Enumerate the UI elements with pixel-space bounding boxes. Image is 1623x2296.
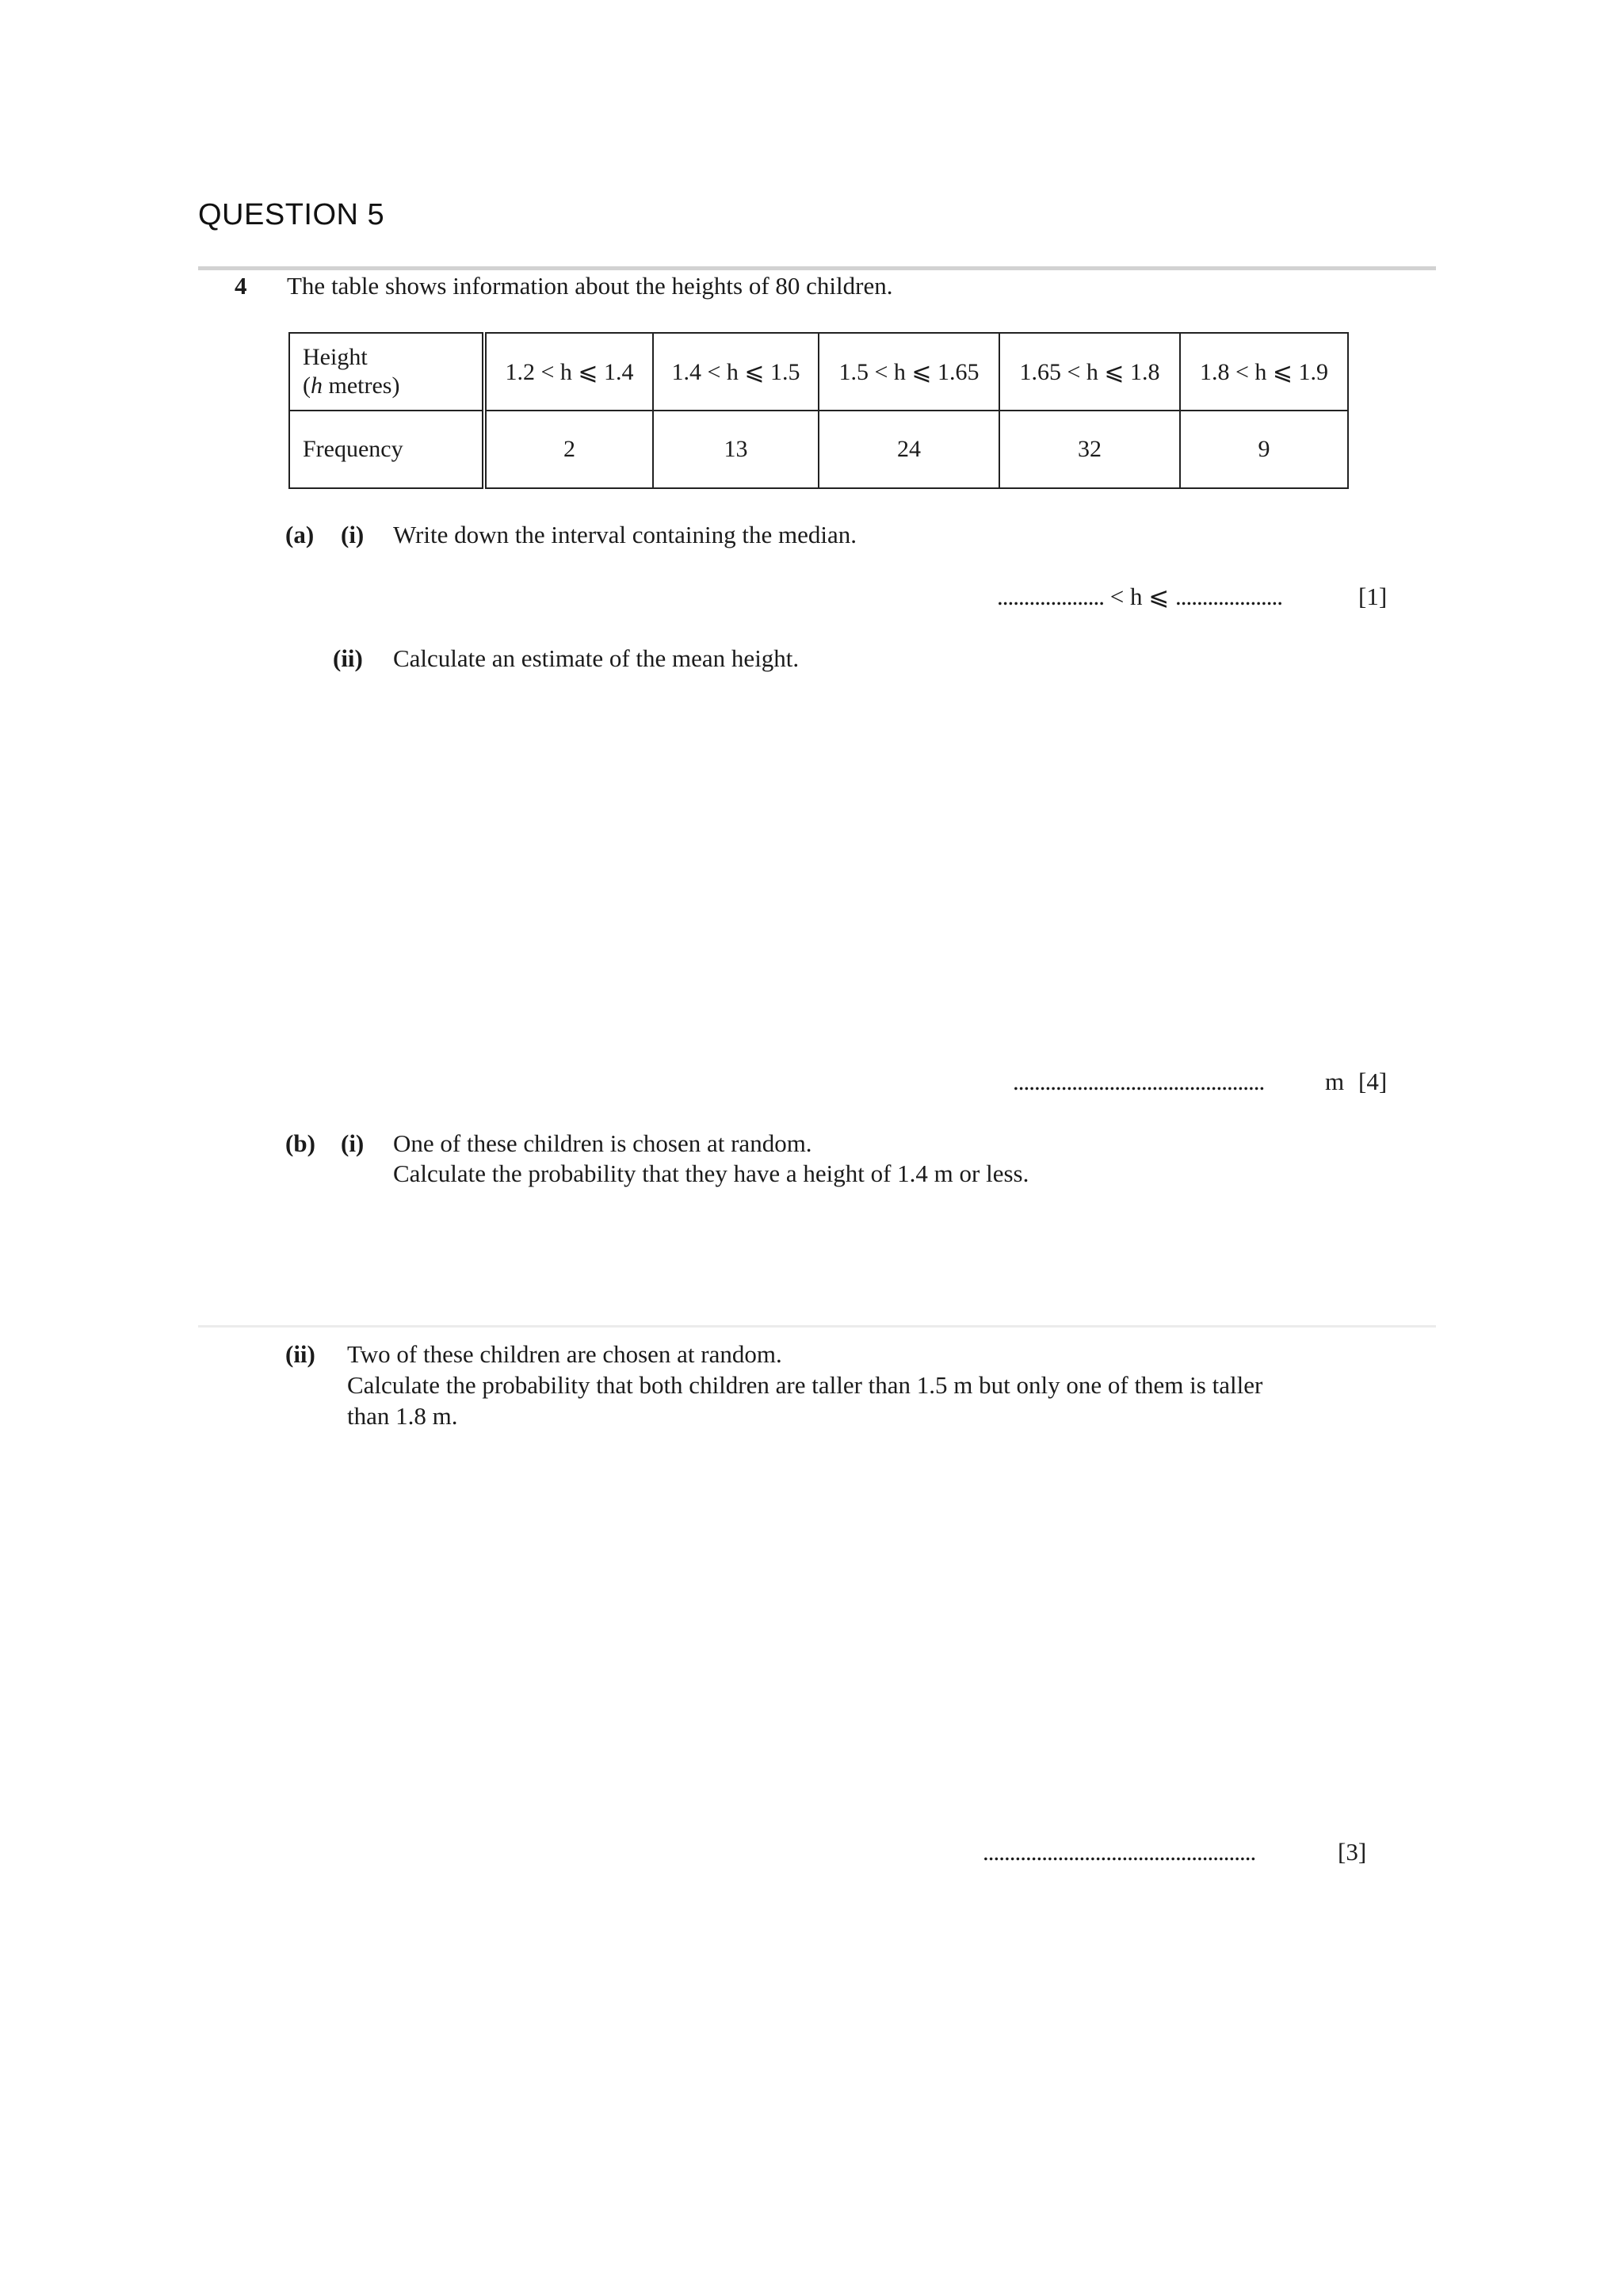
answer-blank-left[interactable]: .................... bbox=[997, 583, 1104, 610]
frequency-cell: 2 bbox=[484, 411, 653, 488]
frequency-cell: 32 bbox=[999, 411, 1180, 488]
interval-cell: 1.8 < h ⩽ 1.9 bbox=[1180, 333, 1348, 411]
part-b-label: (b) bbox=[285, 1129, 315, 1157]
page-heading: QUESTION 5 bbox=[198, 198, 385, 231]
interval-cell: 1.2 < h ⩽ 1.4 bbox=[484, 333, 653, 411]
part-b-i-line1: One of these children is chosen at random. bbox=[393, 1129, 812, 1157]
frequency-cell: 24 bbox=[819, 411, 999, 488]
page-break-divider bbox=[198, 1325, 1436, 1328]
part-a-label: (a) bbox=[285, 521, 315, 548]
marks-a-ii: [4] bbox=[1358, 1068, 1388, 1095]
part-a-i-label: (i) bbox=[341, 521, 365, 548]
median-answer-line[interactable] bbox=[997, 582, 1282, 612]
interval-cell: 1.65 < h ⩽ 1.8 bbox=[999, 333, 1180, 411]
inequality-symbol: < h ⩽ bbox=[1109, 583, 1170, 610]
marks-b-ii: [3] bbox=[1338, 1838, 1367, 1866]
interval-cell: 1.5 < h ⩽ 1.65 bbox=[819, 333, 999, 411]
row-label-height: Height (h metres) bbox=[289, 333, 484, 411]
question-intro: The table shows information about the heights of 80 children. bbox=[287, 272, 893, 300]
part-b-ii-label: (ii) bbox=[285, 1340, 315, 1368]
probability-answer-blank[interactable]: ................................................... bbox=[983, 1838, 1256, 1866]
part-b-i-line2: Calculate the probability that they have a height of 1.4 m or less. bbox=[393, 1159, 1029, 1187]
unit-metres: m bbox=[1325, 1068, 1345, 1095]
part-b-i-label: (i) bbox=[341, 1129, 365, 1157]
table-row-frequency bbox=[289, 411, 1348, 488]
frequency-cell: 9 bbox=[1180, 411, 1348, 488]
top-divider bbox=[198, 266, 1436, 270]
question-number: 4 bbox=[235, 272, 247, 300]
part-a-ii-label: (ii) bbox=[333, 644, 363, 672]
mean-answer-blank[interactable]: ............................................... bbox=[1013, 1068, 1265, 1095]
marks-a-i: [1] bbox=[1358, 583, 1388, 610]
table-row-height bbox=[289, 333, 1348, 411]
row-label-frequency: Frequency bbox=[289, 411, 484, 488]
part-a-ii-text: Calculate an estimate of the mean height. bbox=[393, 644, 800, 672]
interval-cell: 1.4 < h ⩽ 1.5 bbox=[653, 333, 819, 411]
part-b-ii-line1: Two of these children are chosen at random. bbox=[347, 1340, 782, 1368]
height-frequency-table bbox=[288, 332, 1349, 489]
part-a-i-text: Write down the interval containing the median. bbox=[393, 521, 857, 548]
answer-blank-right[interactable]: .................... bbox=[1174, 583, 1282, 610]
frequency-cell: 13 bbox=[653, 411, 819, 488]
part-b-ii-line3: than 1.8 m. bbox=[347, 1402, 458, 1430]
part-b-ii-line2: Calculate the probability that both children are taller than 1.5 m but only one of them is taller bbox=[347, 1371, 1263, 1399]
